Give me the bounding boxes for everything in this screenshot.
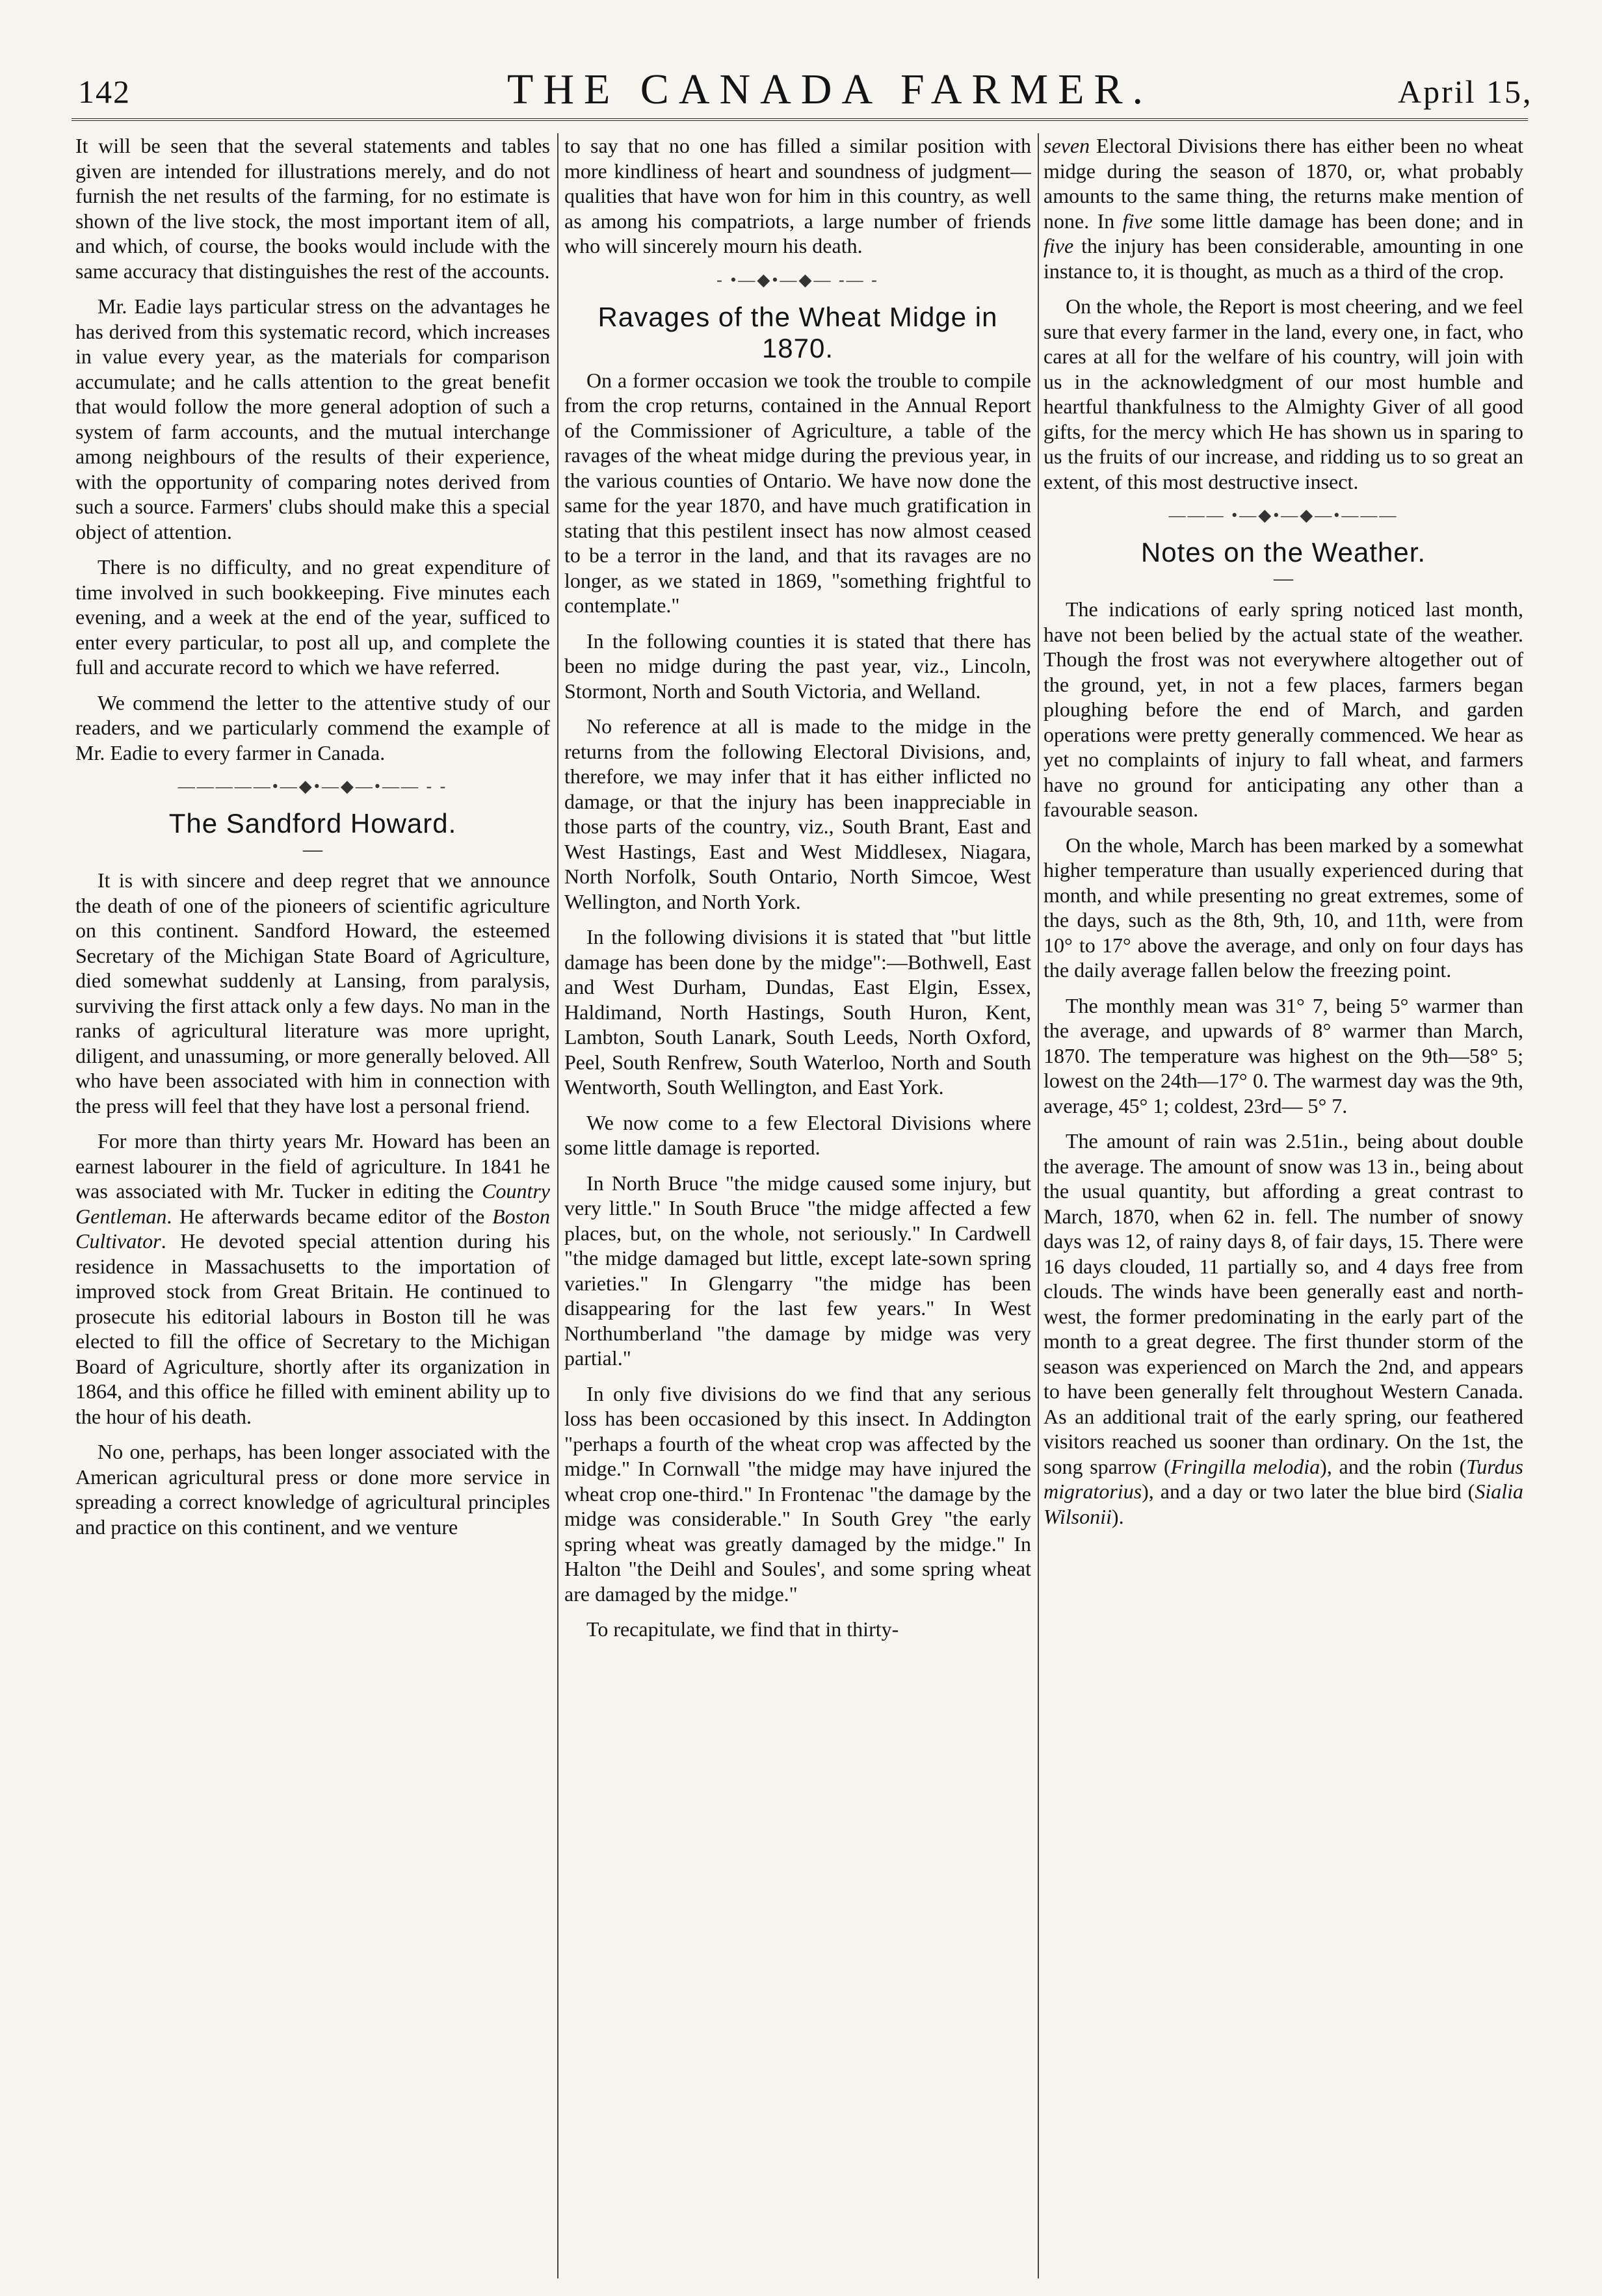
article-paragraph: to say that no one has filled a similar position with more kindliness of heart and soundness of judgment—qualities that have won for him in this country, as well as among his compatriots, a large number of friends who will sincerely mourn his death.	[564, 134, 1031, 257]
article-paragraph: On the whole, March has been marked by a somewhat higher temperature than usually experienced during that month, and while presenting no great extremes, some of the days, such as the 8th, 9th, 10, and 11th, were from 10° to 17° above the average, and only on four days has the daily average fallen below the freezing point.	[1044, 833, 1523, 982]
article-paragraph: For more than thirty years Mr. Howard has been an earnest labourer in the field of agriculture. In 1841 he was associated with Mr. Tucker in editing the Country Gentleman. He afterwards became editor of the Boston Cultivator. He devoted special attention during his residence in Massachusetts to the importation of improved stock from Great Britain. He continued to prosecute his editorial labours in Boston till he was elected to fill the office of Secretary to the Michigan Board of Agriculture, shortly after its organization in 1864, and this office he filled with eminent ability up to the hour of his death.	[75, 1129, 550, 1428]
article-paragraph: seven Electoral Divisions there has either been no wheat midge during the season of 1870, or, what probably amounts to the same thing, the returns make mention of none. In five some little damage has been done; and in five the injury has been considerable, amounting in one instance to, it is thought, as much as a third of the crop.	[1044, 134, 1523, 283]
article-paragraph: We commend the letter to the attentive study of our readers, and we particularly commend the example of Mr. Eadie to every farmer in Canada.	[75, 690, 550, 764]
article-paragraph: There is no difficulty, and no great expenditure of time involved in such bookkeeping. Five minutes each evening, and a week at the end of the year, sufficed to enter every particular, to post all up, and complete the full and accurate record to which we have referred.	[75, 555, 550, 679]
publication-title: Country Gentleman	[75, 1179, 550, 1228]
article-paragraph: Mr. Eadie lays particular stress on the advantages he has derived from this systematic record, which increases in value every year, as the materials for comparison accumulate; and he calls attention to the great benefit that would follow the more general adoption of such a system of farm accounts, and the mutual interchange among neighbours of the results of their experience, with the opportunity of comparing notes derived from such a source. Farmers' clubs should make this a special object of attention.	[75, 294, 550, 543]
species-name: Sialia Wilsonii	[1044, 1480, 1523, 1528]
article-paragraph: On the whole, the Report is most cheering, and we feel sure that every farmer in the land, every one, in fact, who cares at all for the welfare of his country, will join with us in the acknowledgment of our most humble and heartful thankfulness to the Almighty Giver of all good gifts, for the mercy which He has shown us in sparing to us the fruits of our increase, and ridding us to so great an extent, of this most destructive insect.	[1044, 294, 1523, 493]
article-paragraph: To recapitulate, we find that in thirty-	[586, 1617, 899, 1641]
page-number: 142	[78, 73, 131, 110]
section-ornament: - •—◆•—◆— -— -	[716, 270, 879, 289]
header-rule	[72, 118, 1528, 121]
article-paragraph: It is with sincere and deep regret that we announce the death of one of the pioneers of scientific agriculture on this continent. Sandford Howard, the esteemed Secretary of the Michigan State Board of Agriculture, died somewhat suddenly at Lansing, from paralysis, surviving the first attack only a few days. No man in the ranks of agricultural literature was more upright, diligent, and unassuming, or more generally beloved. All who have been associated with him in connection with the press will feel that they have lost a personal friend.	[75, 868, 550, 1117]
column-divider	[557, 133, 558, 2278]
article-paragraph: The monthly mean was 31° 7, being 5° warmer than the average, and upwards of 8° warmer than March, 1870. The temperature was highest on the 9th—58° 5; lowest on the 24th—17° 0. The warmest day was the 9th, average, 45° 1; coldest, 23rd— 5° 7.	[1044, 993, 1523, 1117]
column-right	[1044, 133, 1523, 2278]
column-divider	[1038, 133, 1039, 2278]
heading-dash: —	[1274, 567, 1293, 589]
article-paragraph: No one, perhaps, has been longer associated with the American agricultural press or done more service in spreading a correct knowledge of agricultural principles and practice on this continent, and we venture	[75, 1440, 550, 1539]
species-name: Turdus migratorius	[1044, 1454, 1523, 1503]
article-paragraph: On a former occasion we took the trouble to compile from the crop returns, contained in the Annual Report of the Commissioner of Agriculture, a table of the ravages of the wheat midge during the previous year, in the various counties of Ontario. We have now done the same for the year 1870, and have much gratification in stating that this pestilent insect has now almost ceased to be a terror in the land, and that its ravages are no longer, as we stated in 1869, "something frightful to contemplate."	[564, 368, 1031, 617]
article-paragraph: In North Bruce "the midge caused some injury, but very little." In South Bruce "the midge affected a few places, but, on the whole, not seriously." In Cardwell "the midge damaged but little, except late-sown spring varieties." In Glengarry "the midge has been disappearing for the last few years." In West Northumberland "the damage by midge was very partial."	[564, 1171, 1031, 1370]
article-paragraph: In only five divisions do we find that any serious loss has been occasioned by this insect. In Addington "perhaps a fourth of the wheat crop was affected by the midge." In Cornwall "the midge may have injured the wheat crop one-third." In Frontenac "the damage by the midge was considerable." In South Grey "the early spring wheat was greatly damaged by the midge." In Halton "the Deihl and Soules', and some spring wheat are damaged by the midge."	[564, 1381, 1031, 1606]
article-paragraph: The amount of rain was 2.51in., being about double the average. The amount of snow was 13 in., being about the usual quantity, but affording a great contrast to March, 1870, when 62 in. fell. The number of snowy days was 12, of rainy days 8, of fair days, 15. There were 16 days clouded, 11 partially so, and 4 days free from clouds. The winds have been generally east and north-west, the former predominating in the early part of the month to a great degree. The first thunder storm of the season was experienced on March the 2nd, and appears to have been generally felt throughout Western Canada. As an additional trait of the early spring, our feathered visitors reached us sooner than ordinary. On the 1st, the song sparrow (Fringilla melodia), and the robin (Turdus migratorius), and a day or two later the blue bird (Sialia Wilsonii).	[1044, 1129, 1523, 1528]
column-left	[75, 133, 550, 2278]
article-paragraph: We now come to a few Electoral Divisions where some little damage is reported.	[564, 1110, 1031, 1159]
article-paragraph: The indications of early spring noticed last month, have not been belied by the actual state of the weather. Though the frost was not everywhere altogether out of the ground, yet, in not a few places, farmers began ploughing before the end of March, and garden operations were pretty generally commenced. We hear as yet no complaints of injury to fall wheat, and farmers have no ground for anticipating any other than a favourable season.	[1044, 597, 1523, 821]
article-heading: Notes on the Weather.	[1140, 537, 1426, 567]
species-name: Fringilla melodia	[1170, 1454, 1320, 1478]
masthead-title: THE CANADA FARMER.	[507, 66, 1153, 113]
column-middle	[564, 133, 1031, 2278]
publication-title: Boston Cultivator	[75, 1204, 550, 1253]
article-paragraph: It will be seen that the several statements and tables given are intended for illustrations merely, and do not furnish the net results of the farming, for no estimate is shown of the live stock, the most important item of all, and which, of course, the books would include with the same accuracy that distinguishes the rest of the accounts.	[75, 134, 550, 283]
page-header	[0, 0, 1602, 130]
article-heading: The Sandford Howard.	[168, 808, 457, 839]
article-heading: Ravages of the Wheat Midge in 1870.	[597, 301, 998, 363]
section-ornament: ——— •—◆•—◆—•———	[1168, 506, 1398, 525]
article-paragraph: In the following divisions it is stated that "but little damage has been done by the midge":—Bothwell, East and West Durham, Dundas, East Elgin, Essex, Haldimand, North Hastings, South Huron, Kent, Lambton, South Lanark, South Leeds, North Oxford, Peel, South Renfrew, South Waterloo, North and South Wentworth, South Wellington, and East York.	[564, 925, 1031, 1099]
section-ornament: —————•—◆•—◆—•—— - -	[177, 777, 448, 796]
article-paragraph: In the following counties it is stated that there has been no midge during the past year, viz., Lincoln, Stormont, North and South Victoria, and Welland.	[564, 629, 1031, 703]
issue-date: April 15,	[1398, 73, 1533, 110]
article-paragraph: No reference at all is made to the midge in the returns from the following Electoral Divisions, and, therefore, we may infer that it has either inflicted no damage, or that the injury has been inappreciable in those parts of the country, viz., South Brant, East and West Hastings, East and West Middlesex, Niagara, North Norfolk, South Ontario, North Simcoe, West Wellington, and North York.	[564, 714, 1031, 913]
heading-dash: —	[303, 839, 322, 860]
